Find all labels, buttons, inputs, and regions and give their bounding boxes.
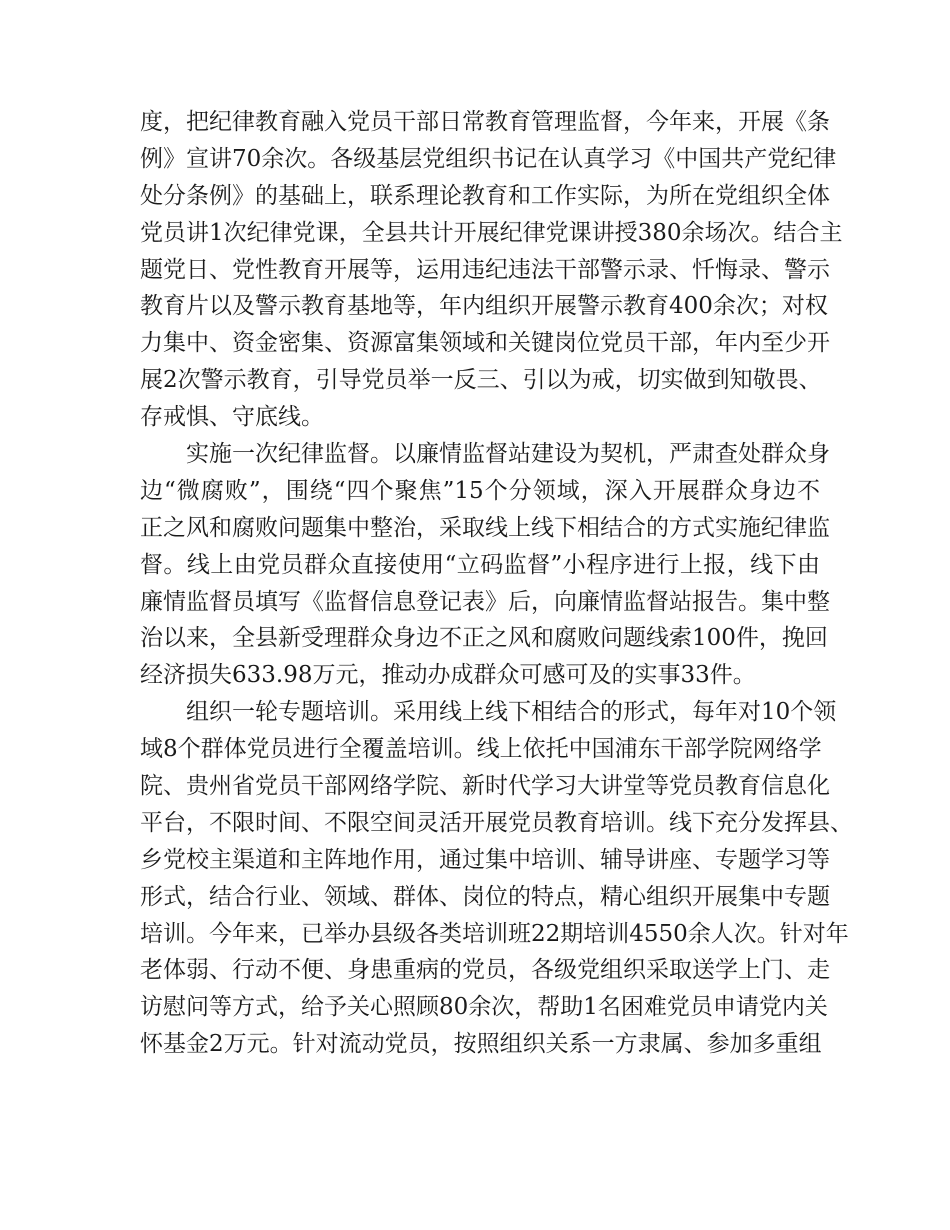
text-line: 访慰问等方式，给予关心照顾80余次，帮助1名困难党员申请党内关 <box>140 994 828 1021</box>
text-line: 治以来，全县新受理群众身边不正之风和腐败问题线索100件，挽回 <box>140 625 828 652</box>
text-line: 边“微腐败”，围绕“四个聚焦”15个分领域，深入开展群众身边不 <box>140 477 820 504</box>
text-line: 党员讲1次纪律党课，全县共计开展纪律党课讲授380余场次。结合主 <box>140 219 843 246</box>
text-line: 组织一轮专题培训。采用线上线下相结合的形式，每年对10个领 <box>186 699 837 726</box>
text-line: 展2次警示教育，引导党员举一反三、引以为戒，切实做到知敬畏、 <box>140 367 822 394</box>
text-line: 处分条例》的基础上，联系理论教育和工作实际，为所在党组织全体 <box>140 182 830 209</box>
paragraph-1 <box>140 104 843 436</box>
text-line: 例》宣讲70余次。各级基层党组织书记在认真学习《中国共产党纪律 <box>140 145 837 172</box>
text-line: 力集中、资金密集、资源富集领域和关键岗位党员干部，年内至少开 <box>140 330 830 357</box>
paragraph-2 <box>140 436 830 694</box>
text-line: 经济损失633.98万元，推动办成群众可感可及的实事33件。 <box>140 662 756 689</box>
paragraph-3 <box>140 694 853 1063</box>
body-text <box>140 104 853 1063</box>
text-line: 平台，不限时间、不限空间灵活开展党员教育培训。线下充分发挥县、 <box>140 809 853 836</box>
text-line: 廉情监督员填写《监督信息登记表》后，向廉情监督站报告。集中整 <box>140 588 830 615</box>
text-line: 院、贵州省党员干部网络学院、新时代学习大讲堂等党员教育信息化 <box>140 773 830 800</box>
text-line: 形式，结合行业、领域、群体、岗位的特点，精心组织开展集中专题 <box>140 883 830 910</box>
text-line: 老体弱、行动不便、身患重病的党员，各级党组织采取送学上门、走 <box>140 957 830 984</box>
text-line: 怀基金2万元。针对流动党员，按照组织关系一方隶属、参加多重组 <box>140 1031 822 1058</box>
text-line: 度，把纪律教育融入党员干部日常教育管理监督，今年来，开展《条 <box>140 109 830 135</box>
text-line: 培训。今年来，已举办县级各类培训班22期培训4550余人次。针对年 <box>140 920 849 947</box>
text-line: 实施一次纪律监督。以廉情监督站建设为契机，严肃查处群众身 <box>186 441 830 468</box>
text-line: 正之风和腐败问题集中整治，采取线上线下相结合的方式实施纪律监 <box>140 514 830 541</box>
text-line: 题党日、党性教育开展等，运用违纪违法干部警示录、忏悔录、警示 <box>140 256 830 283</box>
text-line: 督。线上由党员群众直接使用“立码监督”小程序进行上报，线下由 <box>140 551 820 578</box>
text-line: 域8个群体党员进行全覆盖培训。线上依托中国浦东干部学院网络学 <box>140 736 822 763</box>
text-line: 存戒惧、守底线。 <box>140 404 324 431</box>
text-line: 教育片以及警示教育基地等，年内组织开展警示教育400余次；对权 <box>140 293 828 320</box>
text-line: 乡党校主渠道和主阵地作用，通过集中培训、辅导讲座、专题学习等 <box>140 846 830 873</box>
